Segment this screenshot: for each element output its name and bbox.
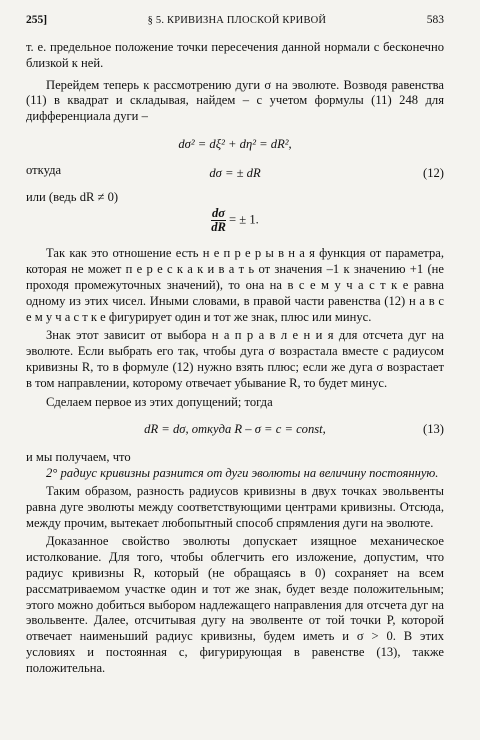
fraction bbox=[211, 207, 226, 234]
equation-13-body: dR = dσ, откуда R – σ = c = const, bbox=[144, 422, 326, 437]
equation-arc-differential: dσ² = dξ² + dη² = dR², bbox=[178, 136, 292, 151]
word-otkuda-1: откуда bbox=[26, 162, 62, 177]
section-number: 255] bbox=[26, 14, 48, 26]
equation-12-number: (12) bbox=[423, 165, 444, 180]
note-dr-nonzero: или (ведь dR ≠ 0) bbox=[26, 189, 119, 204]
fraction-rhs: = ± 1. bbox=[229, 212, 259, 227]
running-header bbox=[26, 13, 444, 29]
page-body bbox=[26, 40, 444, 677]
equation-12-body: dσ = ± dR bbox=[209, 165, 261, 180]
paragraph-1: т. е. предельное положение точки пересечения данной нормали с бесконечно близкой к ней. bbox=[26, 40, 444, 70]
chapter-title: § 5. КРИВИЗНА ПЛОСКОЙ КРИВОЙ bbox=[147, 15, 327, 26]
paragraph-4: Знак этот зависит от выбора н а п р а в л е н и я для отсчета дуг на эволюте. Если выбрать его так, чтобы дуга σ возрастала вместе с радиусом кривизны R, то в формуле (12) нужно взять плюс; если же дуга σ возрастает в том направлении, которому отвечает убывание R, то будет минус. bbox=[26, 328, 444, 390]
paragraph-6: и мы получаем, что bbox=[26, 450, 131, 465]
theorem-statement: 2° радиус кривизны разнится от дуги эволюты на величину постоянную. bbox=[46, 466, 439, 481]
equation-13-number: (13) bbox=[423, 422, 444, 437]
equation-12 bbox=[26, 166, 444, 186]
equation-ratio bbox=[26, 207, 444, 234]
paragraph-2: Перейдем теперь к рассмотрению дуги σ на эволюте. Возводя равенства (11) в квадрат и складывая, найдем – с учетом формулы (11) 248 для дифференциала дуги – bbox=[26, 77, 444, 124]
paragraph-3: Так как это отношение есть н е п р е р ы в н а я функция от параметра, которая не может п е р е с к а к и в а т ь от значения –1 к значению +1 (не проходя промежуточных значений), то она на в с е м у ч а с т к е равна одному из этих чисел. Иными словами, в правой части равенства (12) н а в с е м у ч а с т к е фигурирует один и тот же знак, плюс или минус. bbox=[26, 246, 444, 324]
equation-13 bbox=[26, 422, 444, 442]
page-number: 583 bbox=[426, 14, 444, 26]
paragraph-9: Доказанное свойство эволюты допускает изящное механическое истолкование. Для того, чтобы облегчить его изложение, допустим, что радиус кривизны R, который (не обращаясь в 0) сохраняет на всем рассматриваемом участке один и тот же знак, будет везде положительным; этого можно добиться выбором надлежащего направления для отсчета дуг на эвольвенте. Далее, отсчитывая дугу на эволвенте от той точки P, которой отвечает наименьший радиус кривизны, будем иметь и σ > 0. В этих условиях и постоянная c, фигурирующая в равенстве (13), также положительна. bbox=[26, 534, 444, 675]
paragraph-8: Таким образом, разность радиусов кривизны в двух точках эвольвенты равна дуге эволюты между соответствующими центрами кривизны. Отсюда, между прочим, вытекает любопытный способ спрямления дуги на эволюте. bbox=[26, 483, 444, 530]
paragraph-5: Сделаем первое из этих допущений; тогда bbox=[46, 394, 273, 409]
fraction-denominator: dR bbox=[211, 220, 226, 235]
fraction-numerator: dσ bbox=[211, 206, 226, 221]
